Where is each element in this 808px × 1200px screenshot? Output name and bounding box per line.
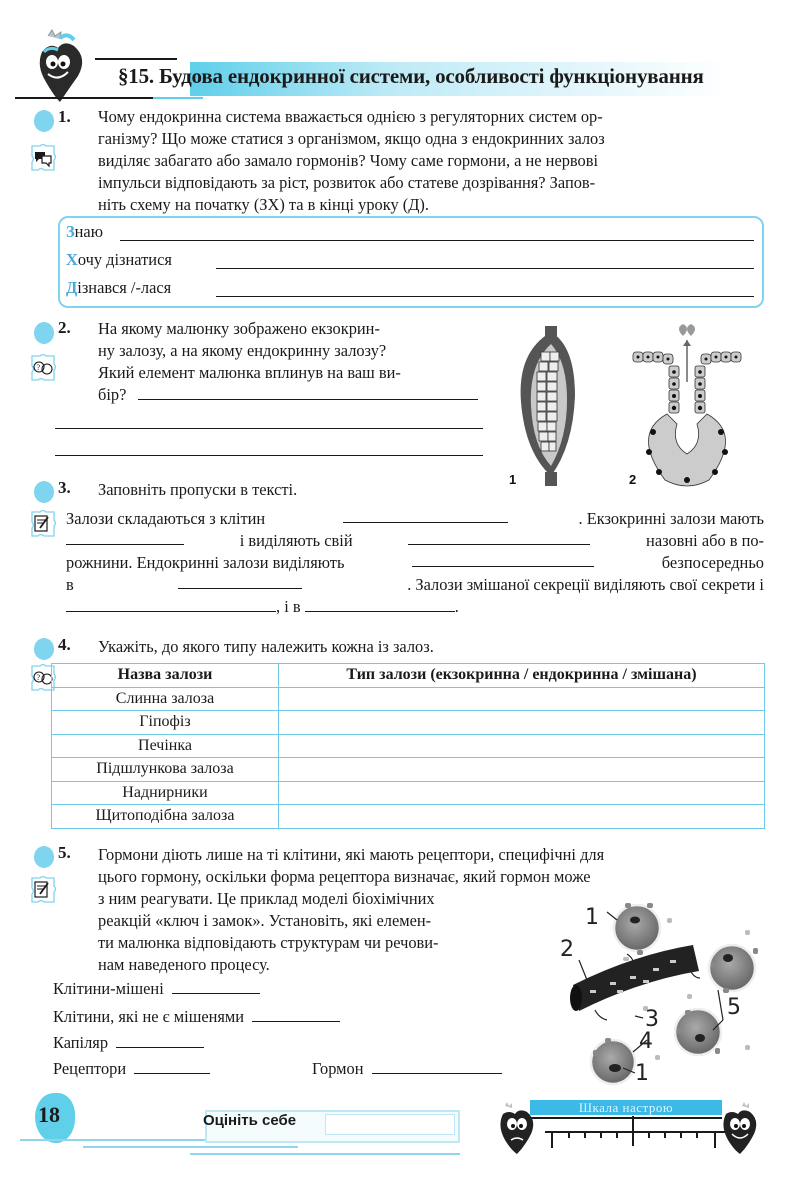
fill-line bbox=[66, 508, 764, 530]
kwl-want-label bbox=[66, 250, 172, 270]
question-3-text bbox=[66, 508, 764, 618]
exocrine-gland-drawing bbox=[633, 324, 741, 486]
svg-text:5: 5 bbox=[727, 995, 741, 1020]
answer-label: Капіляр bbox=[53, 1033, 109, 1052]
text-segment: безпосередньо bbox=[661, 553, 764, 572]
text-line: На якому малюнку зображено екзокрин- bbox=[98, 319, 380, 338]
table-row bbox=[52, 781, 765, 805]
question-marker bbox=[34, 846, 54, 868]
text-segment: і виділяють свій bbox=[239, 531, 353, 550]
column-header: Назва залози bbox=[52, 664, 279, 688]
text-line: виділяє забагато або замало гормонів? Чому саме гормони, а не нервові bbox=[98, 151, 599, 170]
fill-blank[interactable] bbox=[305, 597, 455, 612]
glands-table bbox=[51, 663, 765, 829]
svg-text:3: 3 bbox=[645, 1007, 659, 1032]
fill-blank[interactable] bbox=[66, 530, 184, 545]
fill-line bbox=[66, 574, 764, 596]
answer-label: Клітини-мішені bbox=[53, 979, 164, 998]
text-line: ніть схему на початку (ЗХ) та в кінці уроку (Д). bbox=[98, 195, 429, 214]
table-row bbox=[52, 711, 765, 735]
kwl-rest: ізнався /-лася bbox=[77, 278, 172, 297]
header-rule-accent bbox=[153, 97, 203, 99]
page-number: 18 bbox=[38, 1102, 60, 1127]
text-line: Чому ендокринна система вважається однією з регуляторних систем ор- bbox=[98, 107, 603, 126]
question-marker bbox=[34, 638, 54, 660]
question-4-title: Укажіть, до якого типу належить кожна із залоз. bbox=[98, 637, 434, 656]
gland-name: Слинна залоза bbox=[52, 687, 279, 711]
fill-line bbox=[66, 552, 764, 574]
question-number: 2. bbox=[58, 318, 71, 337]
kwl-chart-box bbox=[58, 216, 764, 308]
text-line: реакцій «ключ і замок». Установіть, які елемен- bbox=[98, 911, 432, 930]
answer-blank[interactable] bbox=[252, 1007, 340, 1022]
question-5-text-cont bbox=[98, 888, 542, 976]
kwl-cap: Х bbox=[66, 250, 78, 269]
text-line: бір? bbox=[98, 385, 127, 404]
gland-name: Печінка bbox=[52, 734, 279, 758]
write-puzzle-icon bbox=[24, 872, 62, 910]
table-row bbox=[52, 734, 765, 758]
text-line: нам наведеного процесу. bbox=[98, 955, 270, 974]
kwl-know-label bbox=[66, 222, 103, 242]
answer-line[interactable] bbox=[55, 428, 483, 429]
question-marker bbox=[34, 110, 54, 132]
svg-text:?: ? bbox=[36, 673, 41, 682]
question-2-text bbox=[98, 318, 490, 406]
self-assessment-label: Оцініть себе bbox=[203, 1112, 297, 1129]
mood-scale-slider[interactable] bbox=[540, 1116, 730, 1150]
kwl-cap: Д bbox=[66, 278, 78, 297]
svg-text:4: 4 bbox=[639, 1029, 653, 1054]
page-title-wrap bbox=[78, 64, 704, 89]
fill-blank[interactable] bbox=[66, 597, 276, 612]
sad-heart-mascot-icon bbox=[497, 1100, 537, 1156]
header-rule-bottom bbox=[15, 97, 153, 99]
kwl-want-input[interactable] bbox=[216, 268, 754, 269]
fill-blank[interactable] bbox=[412, 552, 594, 567]
column-header: Тип залози (екзокринна / ендокринна / змішана) bbox=[279, 664, 765, 688]
question-5-text bbox=[98, 844, 764, 888]
think-puzzle-icon bbox=[24, 350, 62, 388]
happy-heart-mascot-icon bbox=[720, 1100, 760, 1156]
gland-type-cell[interactable] bbox=[279, 687, 765, 711]
text-segment: , і в bbox=[276, 597, 301, 616]
kwl-know-input[interactable] bbox=[120, 240, 754, 241]
glands-figure bbox=[509, 322, 785, 492]
fill-blank[interactable] bbox=[343, 508, 508, 523]
answer-non-target-cells bbox=[53, 1006, 340, 1028]
answer-label: Гормон bbox=[312, 1059, 364, 1078]
answer-blank[interactable] bbox=[134, 1059, 210, 1074]
question-number: 3. bbox=[58, 478, 71, 497]
text-line: ти малюнка відповідають структурам чи речови- bbox=[98, 933, 439, 952]
fill-line bbox=[66, 596, 764, 618]
gland-type-cell[interactable] bbox=[279, 758, 765, 782]
text-line: імпульси відповідають за ріст, розвиток або статеве дозрівання? Запов- bbox=[98, 173, 596, 192]
discussion-puzzle-icon bbox=[24, 140, 62, 178]
footer-rule bbox=[83, 1146, 298, 1148]
table-row bbox=[52, 758, 765, 782]
text-line: Який елемент малюнка вплинув на ваш ви- bbox=[98, 363, 401, 382]
text-segment: в bbox=[66, 575, 74, 594]
kwl-learned-input[interactable] bbox=[216, 296, 754, 297]
text-segment: . bbox=[454, 597, 459, 616]
table-header-row bbox=[52, 664, 765, 688]
svg-text:1: 1 bbox=[585, 905, 599, 930]
fill-blank[interactable] bbox=[178, 574, 302, 589]
answer-label: Клітини, які не є мішенями bbox=[53, 1007, 245, 1026]
kwl-rest: очу дізнатися bbox=[77, 250, 172, 269]
gland-type-cell[interactable] bbox=[279, 734, 765, 758]
question-marker bbox=[34, 322, 54, 344]
figure-label-1: 1 bbox=[509, 472, 517, 487]
kwl-cap: З bbox=[66, 222, 75, 241]
page-title: §15. Будова ендокринної системи, особливості функціонування bbox=[118, 64, 704, 88]
question-number: 1. bbox=[58, 107, 71, 126]
gland-type-cell[interactable] bbox=[279, 805, 765, 829]
answer-blank[interactable] bbox=[116, 1033, 204, 1048]
fill-line bbox=[66, 530, 764, 552]
svg-text:2: 2 bbox=[560, 937, 574, 962]
mood-scale-title: Шкала настрою bbox=[530, 1100, 722, 1115]
footer-rule bbox=[190, 1153, 460, 1155]
text-line: цього гормону, оскільки форма рецептора визначає, який гормон може bbox=[98, 867, 591, 886]
answer-blank[interactable] bbox=[372, 1059, 502, 1074]
write-puzzle-icon bbox=[24, 506, 62, 544]
text-segment: назовні або в по- bbox=[646, 531, 764, 550]
question-3-title: Заповніть пропуски в тексті. bbox=[98, 480, 298, 499]
text-segment: рожнини. Ендокринні залози виділяють bbox=[66, 553, 345, 572]
gland-type-cell[interactable] bbox=[279, 711, 765, 735]
answer-target-cells bbox=[53, 978, 260, 1000]
endocrine-gland-drawing bbox=[521, 326, 575, 486]
answer-line[interactable] bbox=[138, 399, 478, 400]
figure-label-2: 2 bbox=[629, 472, 637, 487]
gland-name: Наднирники bbox=[52, 781, 279, 805]
text-line: Гормони діють лише на ті клітини, які мають рецептори, специфічні для bbox=[98, 845, 605, 864]
answer-receptors bbox=[53, 1058, 210, 1080]
question-number: 5. bbox=[58, 843, 71, 862]
question-1-text bbox=[98, 106, 764, 216]
gland-type-cell[interactable] bbox=[279, 781, 765, 805]
question-number: 4. bbox=[58, 635, 71, 654]
answer-hormone bbox=[312, 1058, 502, 1080]
gland-name: Підшлункова залоза bbox=[52, 758, 279, 782]
fill-blank[interactable] bbox=[408, 530, 590, 545]
hormone-receptor-figure bbox=[555, 890, 785, 1085]
svg-text:1: 1 bbox=[635, 1061, 649, 1086]
header-rule-top bbox=[95, 58, 177, 60]
text-line: з ним реагувати. Це приклад моделі біохімічних bbox=[98, 889, 435, 908]
text-segment: . Екзокринні залози мають bbox=[578, 509, 764, 528]
self-assessment-input[interactable] bbox=[325, 1114, 455, 1135]
question-marker bbox=[34, 481, 54, 503]
answer-line[interactable] bbox=[55, 455, 483, 456]
answer-blank[interactable] bbox=[172, 979, 260, 994]
table-row bbox=[52, 805, 765, 829]
text-line: ганізму? Що може статися з організмом, якщо одна з ендокринних залоз bbox=[98, 129, 605, 148]
text-segment: . Залози змішаної секреції виділяють свої секрети і bbox=[407, 575, 764, 594]
svg-text:?: ? bbox=[36, 363, 41, 372]
answer-label: Рецептори bbox=[53, 1059, 127, 1078]
gland-name: Щитоподібна залоза bbox=[52, 805, 279, 829]
text-line: ну залозу, а на якому ендокринну залозу? bbox=[98, 341, 387, 360]
table-row bbox=[52, 687, 765, 711]
kwl-learned-label bbox=[66, 278, 171, 298]
kwl-rest: наю bbox=[74, 222, 103, 241]
gland-name: Гіпофіз bbox=[52, 711, 279, 735]
answer-capillary bbox=[53, 1032, 204, 1054]
text-segment: Залози складаються з клітин bbox=[66, 509, 266, 528]
